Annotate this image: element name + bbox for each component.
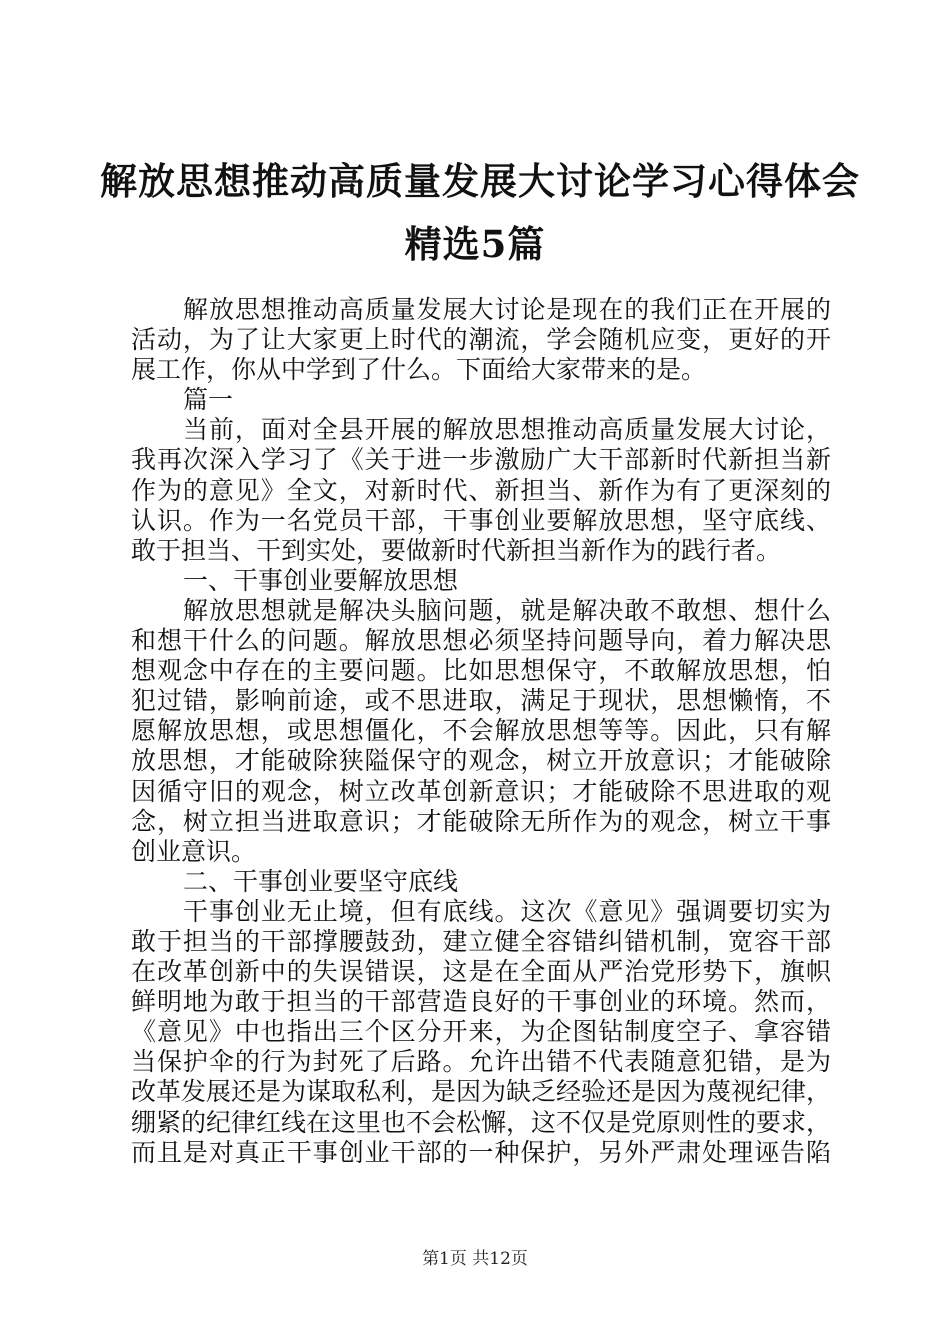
document-body [131,295,831,1168]
body-line: 鲜明地为敢于担当的干部营造良好的干事创业的环境。然而， [131,987,831,1017]
body-line: 改革发展还是为谋取私利，是因为缺乏经验还是因为蔑视纪律， [131,1077,831,1107]
body-line: 一、干事创业要解放思想 [183,565,459,595]
document-title-line-2: 精选5篇 [404,222,546,266]
page-number-footer: 第1页 共12页 [422,1249,528,1269]
body-line: 认识。作为一名党员干部，干事创业要解放思想，坚守底线、 [131,505,831,535]
body-line: 敢于担当的干部撑腰鼓劲，建立健全容错纠错机制，宽容干部 [131,926,831,956]
body-line: 而且是对真正干事创业干部的一种保护，另外严肃处理诬告陷 [131,1137,831,1167]
body-line: 在改革创新中的失误错误，这是在全面从严治党形势下，旗帜 [131,957,831,987]
body-line: 二、干事创业要坚守底线 [183,866,459,896]
body-line: 想观念中存在的主要问题。比如思想保守，不敢解放思想，怕 [131,656,831,686]
body-line: 活动，为了让大家更上时代的潮流，学会随机应变，更好的开 [131,325,831,355]
body-line: 解放思想就是解决头脑问题，就是解决敢不敢想、想什么 [183,595,831,625]
body-line: 展工作，你从中学到了什么。下面给大家带来的是。 [131,355,707,385]
document-title-line-1: 解放思想推动高质量发展大讨论学习心得体会 [100,159,860,203]
body-line: 和想干什么的问题。解放思想必须坚持问题导向，着力解决思 [131,626,831,656]
body-line: 作为的意见》全文，对新时代、新担当、新作为有了更深刻的 [131,475,831,505]
body-line: 当前，面对全县开展的解放思想推动高质量发展大讨论， [183,415,831,445]
body-line: 解放思想推动高质量发展大讨论是现在的我们正在开展的 [183,295,831,324]
body-line: 干事创业无止境，但有底线。这次《意见》强调要切实为 [183,896,831,926]
body-line: 我再次深入学习了《关于进一步激励广大干部新时代新担当新 [131,445,831,475]
body-line: 绷紧的纪律红线在这里也不会松懈，这不仅是党原则性的要求， [131,1107,831,1137]
body-line: 因循守旧的观念，树立改革创新意识；才能破除不思进取的观 [131,776,831,806]
body-line: 敢于担当、干到实处，要做新时代新担当新作为的践行者。 [131,535,782,565]
body-line: 念，树立担当进取意识；才能破除无所作为的观念，树立干事 [131,806,831,836]
body-line: 犯过错，影响前途，或不思进取，满足于现状，思想懒惰，不 [131,686,831,716]
body-line: 当保护伞的行为封死了后路。允许出错不代表随意犯错，是为 [131,1047,831,1077]
body-line: 篇一 [183,385,234,415]
body-line: 创业意识。 [131,836,257,866]
body-line: 愿解放思想，或思想僵化，不会解放思想等等。因此，只有解 [131,716,831,746]
body-line: 《意见》中也指出三个区分开来，为企图钻制度空子、拿容错 [131,1017,831,1047]
body-line: 放思想，才能破除狭隘保守的观念，树立开放意识；才能破除 [131,746,831,776]
